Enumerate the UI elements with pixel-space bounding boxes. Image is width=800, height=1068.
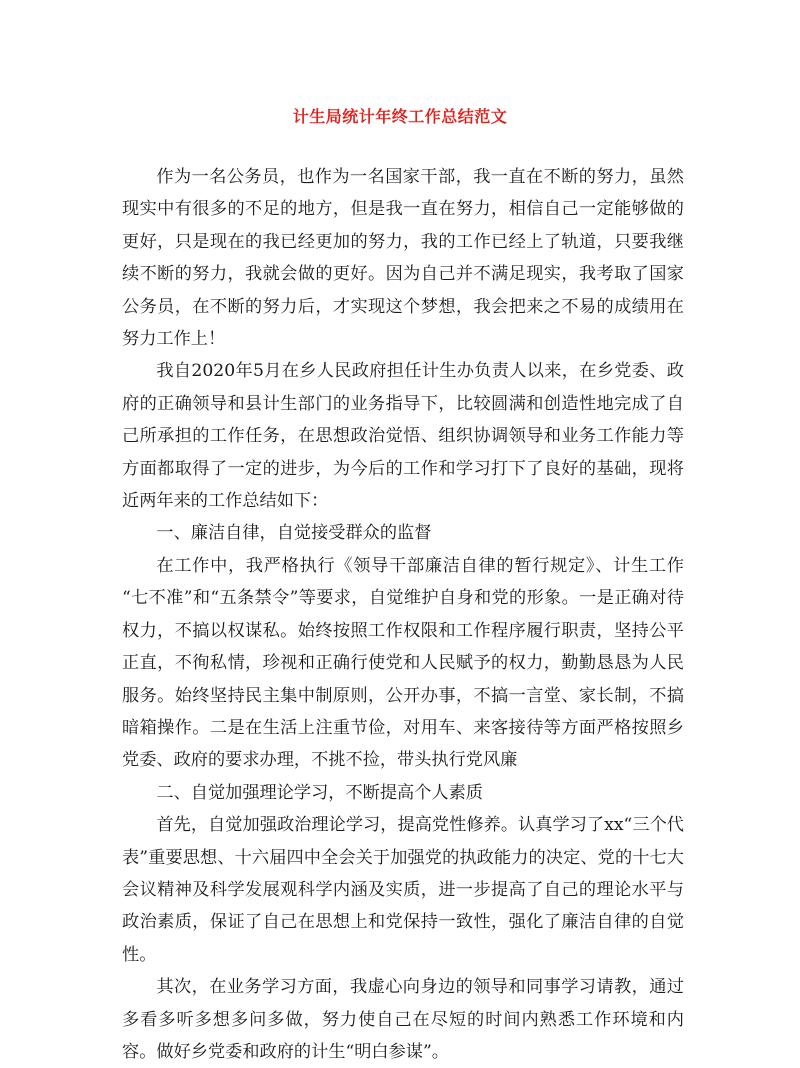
paragraph-theory-study: 首先，自觉加强政治理论学习，提高党性修养。认真学习了xx“三个代表”重要思想、十六届四中全会关于加强党的执政能力的决定、党的十七大会议精神及科学发展观科学内涵及实质，进一步提高了自己的理论水平与政治素质，保证了自己在思想上和党保持一致性，强化了廉洁自律的自觉性。 — [122, 815, 684, 965]
paragraph-business-study: 其次，在业务学习方面，我虚心向身边的领导和同事学习请教，通过多看多听多想多问多做，努力使自己在尽短的时间内熟悉工作环境和内容。做好乡党委和政府的计生“明白参谋”。 — [122, 977, 684, 1062]
paragraph-intro: 作为一名公务员，也作为一名国家干部，我一直在不断的努力，虽然现实中有很多的不足的地方，但是我一直在努力，相信自己一定能够做的更好，只是现在的我已经更加的努力，我的工作已经上了轨道，只要我继续不断的努力，我就会做的更好。因为自己并不满足现实，我考取了国家公务员，在不断的努力后，才实现这个梦想，我会把来之不易的成绩用在努力工作上！ — [122, 167, 684, 350]
document-body — [122, 161, 684, 1068]
section-heading-2: 二、自觉加强理论学习，不断提高个人素质 — [156, 782, 483, 803]
paragraph-summary: 我自2020年5月在乡人民政府担任计生办负责人以来，在乡党委、政府的正确领导和县计生部门的业务指导下，比较圆满和创造性地完成了自己所承担的工作任务，在思想政治觉悟、组织协调领导和业务工作能力等方面都取得了一定的进步，为今后的工作和学习打下了良好的基础，现将近两年来的工作总结如下： — [122, 361, 684, 512]
document-title: 计生局统计年终工作总结范文 — [292, 107, 508, 126]
paragraph-integrity: 在工作中，我严格执行《领导干部廉洁自律的暂行规定》、计生工作 “七不准”和“五条禁令”等要求，自觉维护自身和党的形象。一是正确对待权力，不搞以权谋私。始终按照工作权限和工作程序履行职责，坚持公平正直，不徇私情，珍视和正确行使党和人民赋予的权力，勤勤恳恳为人民服务。始终坚持民主集中制原则，公开办事，不搞一言堂、家长制，不搞暗箱操作。二是在生活上注重节俭，对用车、来客接待等方面严格按照乡党委、政府的要求办理，不挑不捡，带头执行党风廉 — [122, 555, 684, 771]
section-heading-1: 一、廉洁自律，自觉接受群众的监督 — [156, 523, 432, 544]
